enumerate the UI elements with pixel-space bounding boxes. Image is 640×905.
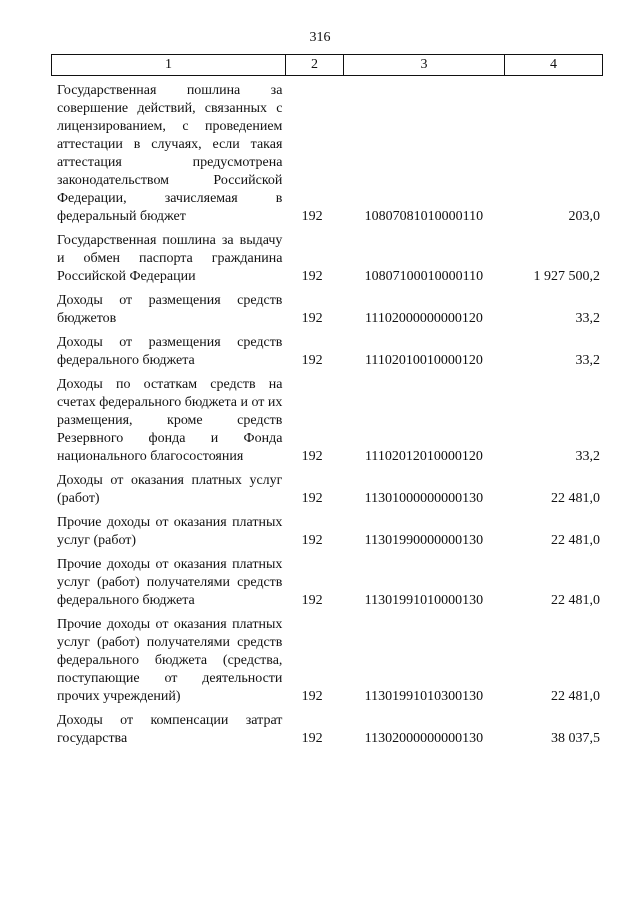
amount: 33,2 bbox=[575, 353, 600, 368]
budget-classification-code: 11302000000000130 bbox=[364, 731, 484, 746]
income-name: Доходы по остаткам средств на счетах федерального бюджета и от их размещения, кроме средств Резервного фонда и Фонда национального благосостояния bbox=[57, 377, 283, 464]
income-name: Доходы от размещения средств федерального бюджета bbox=[57, 335, 283, 368]
amount: 1 927 500,2 bbox=[533, 269, 600, 284]
amount: 22 481,0 bbox=[551, 533, 600, 548]
income-name: Доходы от компенсации затрат государства bbox=[57, 713, 283, 746]
income-name: Доходы от оказания платных услуг (работ) bbox=[57, 473, 283, 506]
column-header-4: 4 bbox=[505, 55, 603, 76]
table-row bbox=[51, 292, 600, 328]
budget-classification-code: 11102012010000120 bbox=[364, 449, 483, 464]
budget-classification-code: 11301990000000130 bbox=[364, 533, 484, 548]
income-name: Государственная пошлина за совершение действий, связанных с лицензированием, с проведением аттестации в случаях, если такая аттестация предусмотрена законодательством Российской Федерации, зачисляемая в федеральный бюджет bbox=[57, 83, 283, 224]
table-row bbox=[51, 556, 600, 610]
income-name: Доходы от размещения средств бюджетов bbox=[57, 293, 283, 326]
table-row bbox=[51, 514, 600, 550]
table-row bbox=[51, 376, 600, 466]
budget-classification-code: 10807081010000110 bbox=[364, 209, 484, 224]
income-table-body bbox=[51, 82, 600, 754]
table-row bbox=[51, 334, 600, 370]
budget-classification-code: 11301991010300130 bbox=[364, 689, 484, 704]
admin-code: 192 bbox=[301, 449, 323, 464]
amount: 33,2 bbox=[575, 449, 600, 464]
amount: 33,2 bbox=[575, 311, 600, 326]
admin-code: 192 bbox=[301, 533, 323, 548]
admin-code: 192 bbox=[301, 209, 323, 224]
amount: 203,0 bbox=[568, 209, 600, 224]
admin-code: 192 bbox=[301, 593, 323, 608]
amount: 38 037,5 bbox=[551, 731, 600, 746]
admin-code: 192 bbox=[301, 311, 323, 326]
column-header-1: 1 bbox=[52, 55, 286, 76]
table-row bbox=[51, 616, 600, 706]
budget-classification-code: 11301000000000130 bbox=[364, 491, 484, 506]
table-row bbox=[51, 82, 600, 226]
column-header-row bbox=[52, 55, 603, 76]
income-name: Прочие доходы от оказания платных услуг (работ) bbox=[57, 515, 283, 548]
budget-classification-code: 11102000000000120 bbox=[364, 311, 483, 326]
column-header-table bbox=[51, 54, 603, 76]
admin-code: 192 bbox=[301, 731, 323, 746]
admin-code: 192 bbox=[301, 353, 323, 368]
amount: 22 481,0 bbox=[551, 689, 600, 704]
amount: 22 481,0 bbox=[551, 491, 600, 506]
table-row bbox=[51, 712, 600, 748]
column-header-3: 3 bbox=[344, 55, 505, 76]
budget-classification-code: 11301991010000130 bbox=[364, 593, 484, 608]
table-row bbox=[51, 232, 600, 286]
income-name: Прочие доходы от оказания платных услуг (работ) получателями средств федерального бюджета (средства, поступающие от деятельности прочих учреждений) bbox=[57, 617, 283, 704]
admin-code: 192 bbox=[301, 269, 323, 284]
admin-code: 192 bbox=[301, 689, 323, 704]
budget-classification-code: 10807100010000110 bbox=[364, 269, 484, 284]
admin-code: 192 bbox=[301, 491, 323, 506]
page-number: 316 bbox=[309, 30, 331, 45]
budget-classification-code: 11102010010000120 bbox=[364, 353, 483, 368]
amount: 22 481,0 bbox=[551, 593, 600, 608]
income-name: Государственная пошлина за выдачу и обмен паспорта гражданина Российской Федерации bbox=[57, 233, 283, 284]
income-name: Прочие доходы от оказания платных услуг (работ) получателями средств федерального бюджета bbox=[57, 557, 283, 608]
column-header-2: 2 bbox=[286, 55, 344, 76]
table-row bbox=[51, 472, 600, 508]
